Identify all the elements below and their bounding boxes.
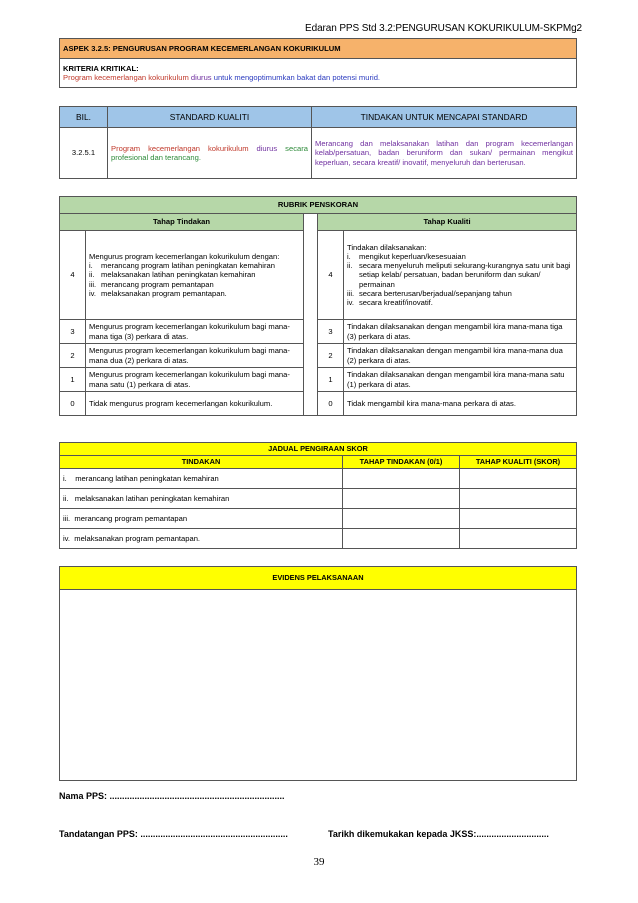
rubrik-score-1: 1 bbox=[60, 368, 86, 392]
kualiti-4-intro: Tindakan dilaksanakan: bbox=[347, 243, 427, 253]
kualiti-part1: Program kecemerlangan kokurikulum bbox=[111, 143, 249, 153]
rubrik-kualiti-1: Tindakan dilaksanakan dengan mengambil kira mana-mana satu (1) perkara di atas. bbox=[344, 368, 577, 392]
rubrik-tindakan-0: Tidak mengurus program kecemerlangan kokurikulum. bbox=[86, 392, 304, 416]
header-bil: BIL. bbox=[60, 107, 108, 128]
kriteria-text-part2: diurus bbox=[190, 73, 212, 82]
jadual-row: iv. melaksanakan program pemantapan. bbox=[60, 529, 343, 549]
kualiti-part3: secara profesional dan terancang. bbox=[111, 143, 308, 162]
rubrik-col-kualiti: Tahap Kualiti bbox=[318, 214, 577, 231]
rubrik-kualiti-2: Tindakan dilaksanakan dengan mengambil kira mana-mana dua (2) perkara di atas. bbox=[344, 344, 577, 368]
jadual-cell-kualiti[interactable] bbox=[460, 529, 577, 549]
rubrik-score-2-kualiti: 2 bbox=[318, 344, 344, 368]
jadual-cell-tindakan[interactable] bbox=[343, 509, 460, 529]
tindakan-4-list bbox=[89, 261, 300, 297]
jadual-table bbox=[59, 442, 577, 549]
aspek-box bbox=[59, 38, 577, 88]
rubrik-col-tindakan: Tahap Tindakan bbox=[60, 214, 304, 231]
standard-kualiti bbox=[108, 128, 312, 179]
rubrik-score-4-kualiti: 4 bbox=[318, 231, 344, 320]
header-kualiti: STANDARD KUALITI bbox=[108, 107, 312, 128]
rubrik-title: RUBRIK PENSKORAN bbox=[60, 197, 577, 214]
jadual-title: JADUAL PENGIRAAN SKOR bbox=[60, 443, 577, 456]
tindakan-part1: Merancang dan melaksanakan latihan dan program kecemerlangan kelab/persatuan, badan beruniform dan sukan/ permainan mengikut keperluan, secara kreatif/ inovatif, bbox=[315, 139, 573, 167]
jadual-col-tahap-tindakan: TAHAP TINDAKAN (0/1) bbox=[343, 456, 460, 469]
kriteria-cell bbox=[60, 59, 577, 88]
list-item: iv. melaksanakan program pemantapan. bbox=[89, 288, 227, 298]
kriteria-text bbox=[63, 73, 573, 82]
list-item: ii. secara menyeluruh meliputi sekurang-kurangnya satu unit bagi setiap kelab/ persatuan, badan beruniform dan sukan/ permainan bbox=[347, 261, 571, 289]
rubrik-kualiti-4 bbox=[344, 231, 577, 320]
page-number: 39 bbox=[313, 856, 325, 868]
jadual-row: i. merancang latihan peningkatan kemahiran bbox=[60, 469, 343, 489]
rubrik-table bbox=[59, 196, 577, 416]
kriteria-text-part1: Program kecemerlangan kokurikulum bbox=[63, 73, 189, 82]
jadual-cell-tindakan[interactable] bbox=[343, 469, 460, 489]
page-header-title: Edaran PPS Std 3.2:PENGURUSAN KOKURIKULUM-SKPMg2 bbox=[305, 23, 582, 34]
tarikh-jkss: Tarikh dikemukakan kepada JKSS:............................. bbox=[328, 829, 549, 839]
tindakan-4-intro: Mengurus program kecemerlangan kokurikulum dengan: bbox=[89, 252, 280, 262]
list-item: iii. secara berterusan/berjadual/sepanjang tahun bbox=[347, 288, 512, 298]
header-tindakan: TINDAKAN UNTUK MENCAPAI STANDARD bbox=[312, 107, 577, 128]
evidens-box bbox=[59, 566, 577, 781]
kualiti-part2: diurus bbox=[256, 143, 278, 153]
rubrik-score-1-kualiti: 1 bbox=[318, 368, 344, 392]
rubrik-score-0: 0 bbox=[60, 392, 86, 416]
list-item: iii. merancang program pemantapan bbox=[89, 279, 214, 289]
jadual-cell-kualiti[interactable] bbox=[460, 489, 577, 509]
jadual-cell-kualiti[interactable] bbox=[460, 469, 577, 489]
jadual-cell-tindakan[interactable] bbox=[343, 529, 460, 549]
standard-bil: 3.2.5.1 bbox=[60, 128, 108, 179]
rubrik-tindakan-3: Mengurus program kecemerlangan kokurikulum bagi mana-mana tiga (3) perkara di atas. bbox=[86, 320, 304, 344]
kriteria-label: KRITERIA KRITIKAL: bbox=[63, 63, 139, 73]
list-item: i. merancang program latihan peningkatan kemahiran bbox=[89, 261, 275, 271]
standard-tindakan bbox=[312, 128, 577, 179]
jadual-row: iii. merancang program pemantapan bbox=[60, 509, 343, 529]
kriteria-text-part3: untuk mengoptimumkan bakat dan potensi murid. bbox=[213, 73, 381, 82]
rubrik-score-0-kualiti: 0 bbox=[318, 392, 344, 416]
jadual-row: ii. melaksanakan latihan peningkatan kemahiran bbox=[60, 489, 343, 509]
rubrik-tindakan-1: Mengurus program kecemerlangan kokurikulum bagi mana-mana satu (1) perkara di atas. bbox=[86, 368, 304, 392]
aspek-title: ASPEK 3.2.5: PENGURUSAN PROGRAM KECEMERLANGAN KOKURIKULUM bbox=[60, 39, 577, 59]
rubrik-score-3: 3 bbox=[60, 320, 86, 344]
jadual-cell-kualiti[interactable] bbox=[460, 509, 577, 529]
rubrik-score-3-kualiti: 3 bbox=[318, 320, 344, 344]
list-item: i. mengikut keperluan/kesesuaian bbox=[347, 252, 466, 262]
rubrik-kualiti-0: Tidak mengambil kira mana-mana perkara di atas. bbox=[344, 392, 577, 416]
jadual-cell-tindakan[interactable] bbox=[343, 489, 460, 509]
rubrik-spacer bbox=[304, 214, 318, 416]
list-item: iv. secara kreatif/inovatif. bbox=[347, 297, 433, 307]
rubrik-tindakan-4 bbox=[86, 231, 304, 320]
tindakan-part2: menyeluruh dan berterusan. bbox=[430, 157, 526, 167]
evidens-content[interactable] bbox=[60, 590, 577, 781]
tandatangan-pps: Tandatangan PPS: ........................................................... bbox=[59, 829, 288, 839]
list-item: ii. melaksanakan latihan peningkatan kemahiran bbox=[89, 270, 256, 280]
rubrik-tindakan-2: Mengurus program kecemerlangan kokurikulum bagi mana-mana dua (2) perkara di atas. bbox=[86, 344, 304, 368]
nama-pps: Nama PPS: ...................................................................... bbox=[59, 791, 285, 801]
rubrik-score-2: 2 bbox=[60, 344, 86, 368]
standard-table bbox=[59, 106, 577, 179]
jadual-col-tindakan: TINDAKAN bbox=[60, 456, 343, 469]
evidens-title: EVIDENS PELAKSANAAN bbox=[60, 567, 577, 590]
rubrik-kualiti-3: Tindakan dilaksanakan dengan mengambil kira mana-mana tiga (3) perkara di atas. bbox=[344, 320, 577, 344]
rubrik-score-4: 4 bbox=[60, 231, 86, 320]
jadual-col-tahap-kualiti: TAHAP KUALITI (SKOR) bbox=[460, 456, 577, 469]
